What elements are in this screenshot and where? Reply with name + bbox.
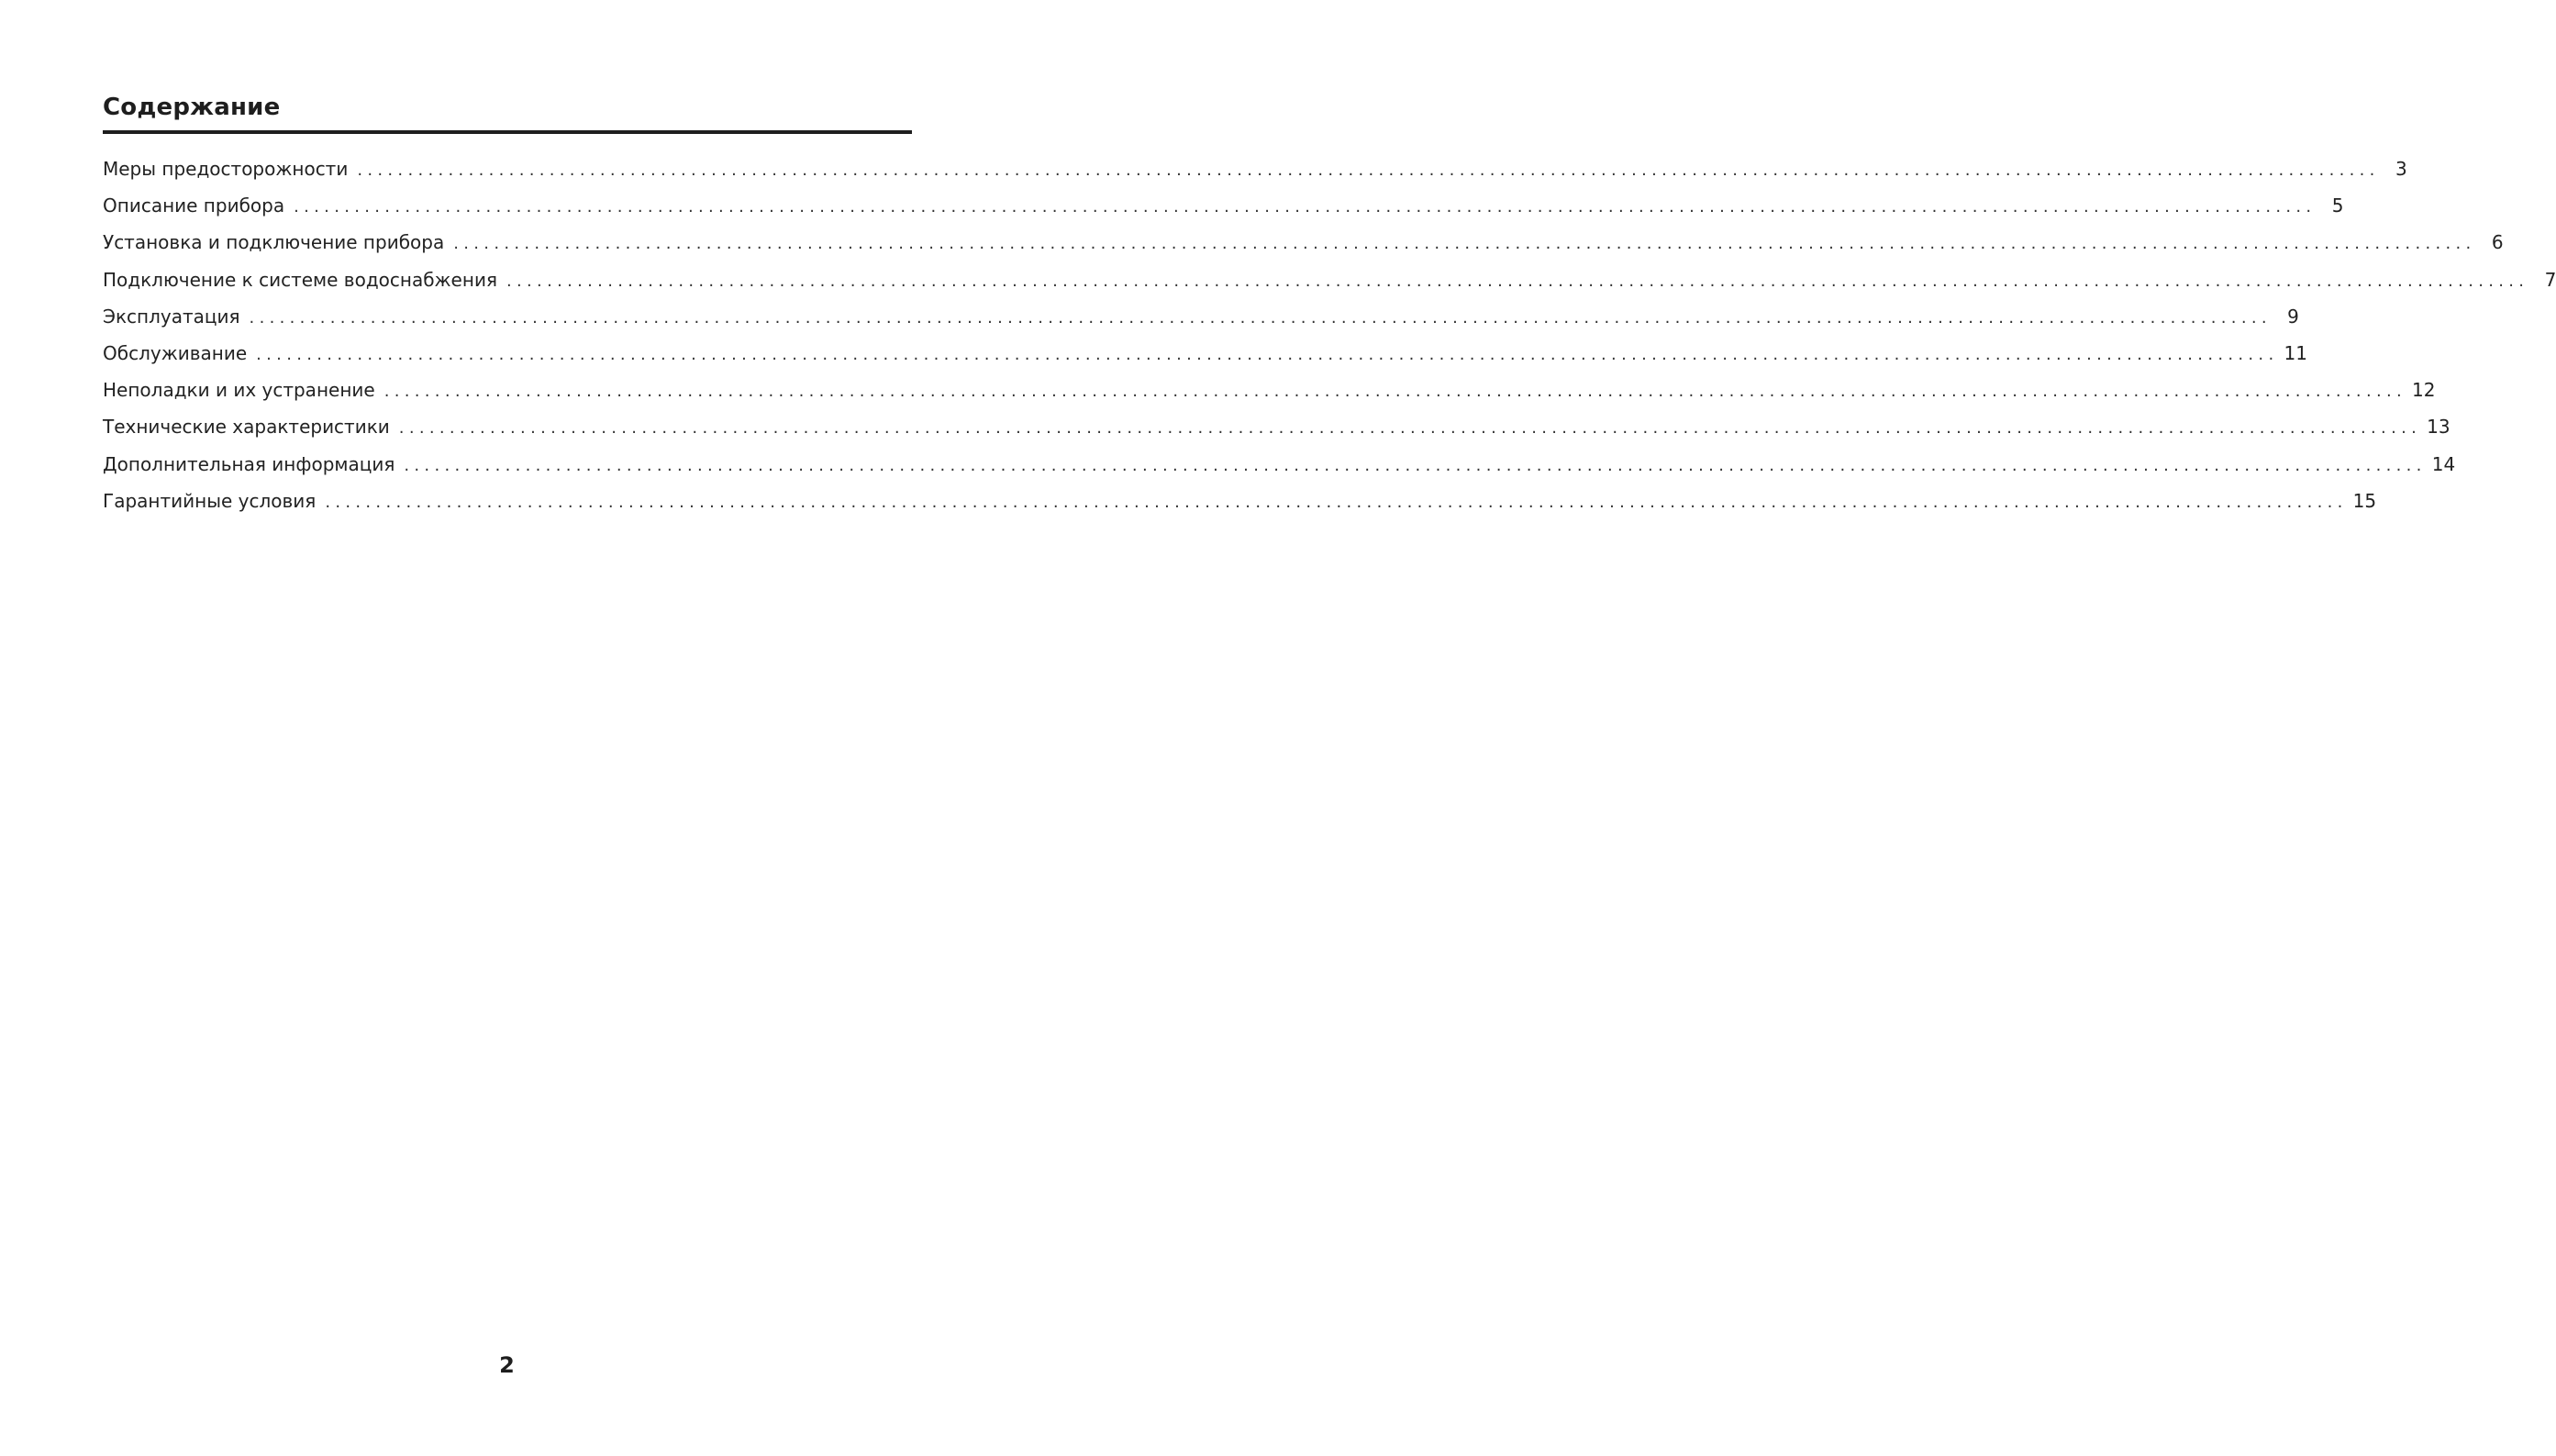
toc-entry-page: 13 (2427, 416, 2450, 439)
title-rule (103, 130, 912, 134)
toc-dot-leader: ........................................................................................................................................................................................................ (383, 382, 2407, 402)
toc-entry[interactable] (103, 416, 2450, 452)
toc-entry-page: 5 (2331, 195, 2344, 217)
toc-entry-page: 14 (2431, 452, 2456, 475)
toc-entry[interactable] (103, 195, 2344, 231)
toc-entry-title: Неполадки и их устранение (103, 379, 375, 402)
toc-dot-leader: ........................................................................................................................................................................................................ (325, 492, 2348, 512)
toc-entry-page: 3 (2395, 158, 2407, 180)
toc-entry-title: Установка и подключение прибора (103, 231, 445, 254)
toc-dot-leader: ........................................................................................................................................................................................................ (398, 418, 2422, 439)
toc-entry-title: Обслуживание (103, 341, 248, 364)
page-title: Содержание (103, 94, 281, 121)
toc-entry[interactable] (103, 489, 2377, 527)
toc-entry-page: 11 (2284, 341, 2307, 364)
toc-entry[interactable] (103, 158, 2407, 195)
toc-entry-title: Гарантийные условия (103, 489, 317, 512)
toc-entry-title: Эксплуатация (103, 305, 240, 328)
toc-entry-title: Описание прибора (103, 195, 285, 217)
toc-dot-leader: ........................................................................................................................................................................................................ (506, 271, 2529, 291)
toc-dot-leader: ........................................................................................................................................................................................................ (256, 344, 2279, 364)
toc-dot-leader: ........................................................................................................................................................................................................ (404, 455, 2427, 475)
toc-entry[interactable] (103, 305, 2299, 342)
table-of-contents (103, 158, 2556, 527)
toc-entry-page: 9 (2287, 305, 2299, 328)
toc-dot-leader: ........................................................................................................................................................................................................ (249, 307, 2272, 328)
toc-entry-page: 12 (2412, 379, 2436, 402)
toc-entry-page: 6 (2491, 231, 2504, 254)
toc-entry[interactable] (103, 231, 2504, 268)
toc-entry-title: Меры предосторожности (103, 158, 349, 180)
toc-entry-title: Подключение к системе водоснабжения (103, 268, 497, 291)
toc-entry[interactable] (103, 452, 2456, 490)
toc-dot-leader: ........................................................................................................................................................................................................ (357, 161, 2380, 180)
toc-entry[interactable] (103, 341, 2307, 379)
toc-dot-leader: ........................................................................................................................................................................................................ (294, 197, 2317, 217)
toc-entry[interactable] (103, 379, 2436, 416)
toc-entry-page: 7 (2544, 268, 2556, 291)
toc-entry-page: 15 (2352, 489, 2377, 512)
toc-entry-title: Технические характеристики (103, 416, 390, 439)
toc-dot-leader: ........................................................................................................................................................................................................ (453, 234, 2476, 254)
page-number: 2 (499, 1352, 515, 1378)
toc-entry-title: Дополнительная информация (103, 452, 395, 475)
toc-entry[interactable] (103, 268, 2556, 306)
